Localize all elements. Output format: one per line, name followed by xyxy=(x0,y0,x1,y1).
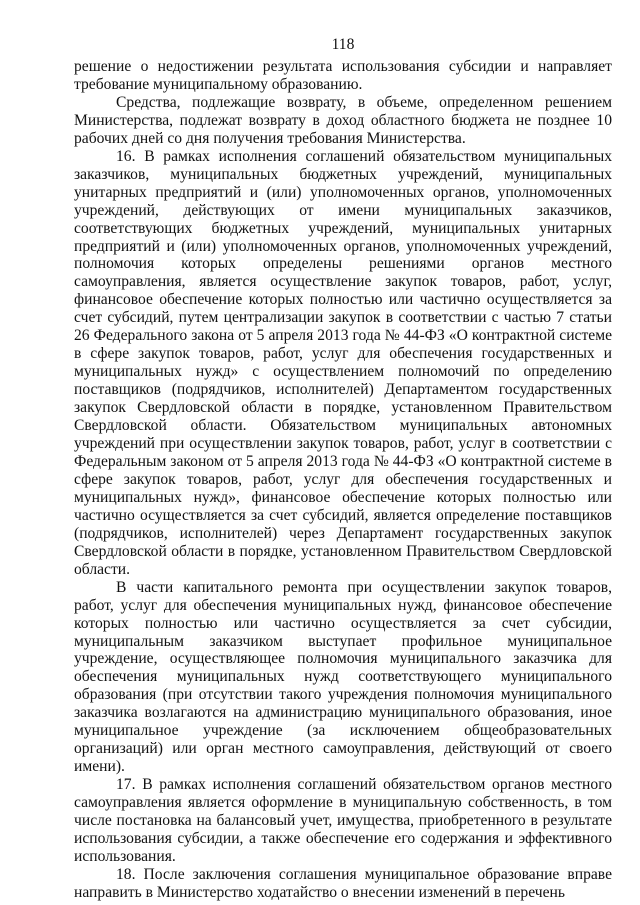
paragraph-continuation: решение о недостижении результата использования субсидии и направляет требование муниципальному образованию. xyxy=(74,58,612,93)
paragraph-capital-repair: В части капитального ремонта при осуществлении закупок товаров, работ, услуг для обеспечения муниципальных нужд, финансовое обеспечение которых полностью или частично осуществляется за счет субсидии, муниципальным заказчиком выступает профильное муниципальное учреждение, осуществляющее полномочия муниципального заказчика для обеспечения муниципальных нужд соответствующего муниципального образования (при отсутствии такого учреждения полномочия муниципального заказчика возлагаются на администрацию муниципального образования, иное муниципальное учреждение (за исключением общеобразовательных организаций) или орган местного самоуправления, действующий от своего имени). xyxy=(74,578,612,776)
paragraph-item-18: 18. После заключения соглашения муниципальное образование вправе направить в Министерство ходатайство о внесении изменений в перечень xyxy=(74,865,612,901)
page-number: 118 xyxy=(331,36,355,53)
paragraph-item-17: 17. В рамках исполнения соглашений обязательством органов местного самоуправления является оформление в муниципальную собственность, в том числе постановка на балансовый учет, имущества, приобретенного в результате использования субсидии, а также обеспечение его содержания и эффективного использования. xyxy=(74,776,612,865)
paragraph-item-16: 16. В рамках исполнения соглашений обязательством муниципальных заказчиков, муниципальных бюджетных учреждений, муниципальных унитарных предприятий и (или) уполномоченных органов, уполномоченных учреждений, действующих от имени муниципальных заказчиков, соответствующих бюджетных учреждений, муниципальных унитарных предприятий и (или) уполномоченных органов, уполномоченных учреждений, полномочия которых определены решениями органов местного самоуправления, является осуществление закупок товаров, работ, услуг, финансовое обеспечение которых полностью или частично осуществляется за счет субсидий, путем централизации закупок в соответствии с частью 7 статьи 26 Федерального закона от 5 апреля 2013 года № 44-ФЗ «О контрактной системе в сфере закупок товаров, работ, услуг для обеспечения государственных и муниципальных нужд» с осуществлением полномочий по определению поставщиков (подрядчиков, исполнителей) Департаментом государственных закупок Свердловской области в порядке, установленном Правительством Свердловской области. Обязательством муниципальных автономных учреждений при осуществлении закупок товаров, работ, услуг в соответствии с Федеральным законом от 5 апреля 2013 года № 44-ФЗ «О контрактной системе в сфере закупок товаров, работ, услуг для обеспечения государственных и муниципальных нужд», финансовое обеспечение которых полностью или частично осуществляется за счет субсидий, является определение поставщиков (подрядчиков, исполнителей) через Департамент государственных закупок Свердловской области в порядке, установленном Правительством Свердловской области. xyxy=(74,147,612,578)
document-page xyxy=(74,36,612,902)
paragraph-refund-funds: Средства, подлежащие возврату, в объеме, определенном решением Министерства, подлежат возврату в доход областного бюджета не позднее 10 рабочих дней со дня получения требования Министерства. xyxy=(74,93,612,147)
